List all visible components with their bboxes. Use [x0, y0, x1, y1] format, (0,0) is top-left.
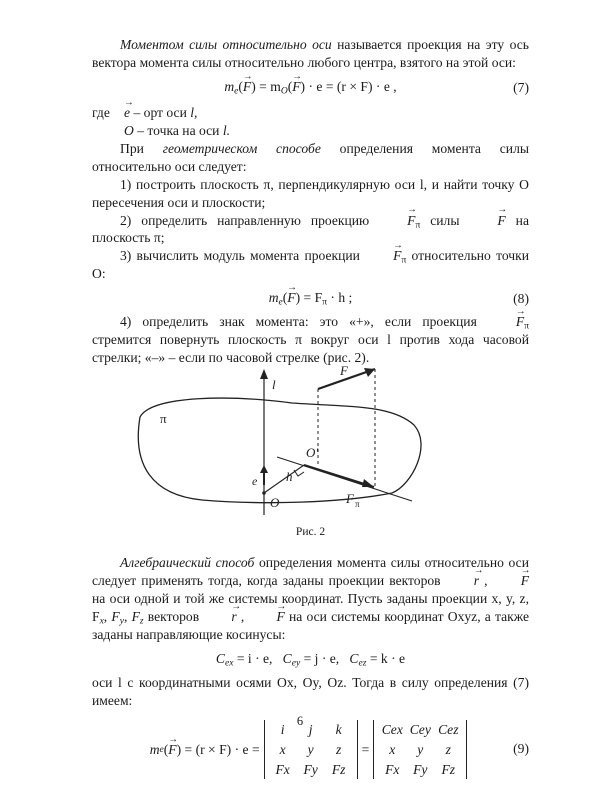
where-block: где → e – орт оси l, O – точка на оси l. [92, 104, 529, 140]
step-1: 1) построить плоскость π, перпендикулярную оси l, и найти точку O пересечения оси и плоскости; [92, 176, 529, 210]
line-through-projection [277, 457, 412, 501]
figure-caption: Рис. 2 [295, 526, 326, 539]
step-4: 4) определить знак момента: это «+», если проекция → $F_\pi$ стремится повернуть плоскость π вокруг оси l против хода часовой стрелки; «–» – если по часовой стрелке (рис. 2). [92, 313, 529, 367]
point-o [262, 491, 266, 495]
h-segment [264, 465, 304, 493]
label-e: e [252, 474, 258, 489]
page-content [92, 36, 529, 786]
equation-8: $m_e(\to F) = F_\pi \cdot h$ ; (8) [92, 283, 529, 313]
paragraph-geometric: При геометрическом способе определения момента силы относительно оси следует: [92, 140, 529, 174]
moment-diagram [92, 363, 529, 515]
label-o: O [270, 495, 280, 511]
plane-pi [138, 398, 421, 503]
label-force: F [340, 363, 348, 379]
label-axis: l [272, 377, 276, 393]
label-projection: F [346, 491, 354, 507]
equation-number-8: (8) [513, 291, 529, 307]
equation-number-9: (9) [513, 740, 529, 756]
definition-text: называется проекция на эту ось вектора момента силы относительно любого центра, взятого на этой оси: [92, 37, 529, 70]
label-plane: π [160, 411, 167, 427]
step-3: 3) вычислить модуль момента проекции → $F_\pi$ относительно точки O: [92, 247, 529, 283]
paragraph-axes: оси l с координатными осями Ox, Oy, Oz. Тогда в силу определения (7) имеем: [92, 674, 529, 708]
equation-9: m e ( → F ) = (r × F) · e = i j k x y z Fx Fy Fz = Cex Cey Cez x y z Fx Fy Fz (9) [92, 714, 529, 786]
label-projection-sub: π [355, 499, 360, 510]
page-number: 6 [296, 714, 304, 728]
paragraph-definition [92, 36, 529, 72]
label-o-prime: O' [306, 445, 319, 461]
direction-cosines: $C_{ex} = i \cdot e$, $C_{ey} = j \cdot e$, $C_{ez} = k \cdot e$ [215, 650, 406, 669]
step-2: 2) определить направленную проекцию → $F_\pi$ силы → F на плоскость π; [92, 212, 529, 248]
paragraph-algebraic: Алгебраический способ определения момента силы относительно оси следует применять тогда, когда заданы проекции векторов → r , → F на оси одной и той же системы координат. Пусть заданы проекции x, y, z, $F_x$, $F_y$, $F_z$ векторов → r , → F на оси системы координат Oxyz, а также заданы направляющие косинусы: [92, 554, 529, 644]
determinant-1: i j k x y z Fx Fy Fz [264, 720, 358, 779]
term-moment-axis: Моментом силы относительно оси [120, 37, 332, 52]
determinant-2: Cex Cey Cez x y z Fx Fy Fz [373, 720, 467, 779]
equation-7: $m_e(\to F) = m_O(\to F) \cdot e = (r \times F) \cdot e$ , (7) [92, 72, 529, 102]
figure-2 [92, 363, 529, 515]
label-h: h [286, 469, 293, 485]
equation-number-7: (7) [513, 79, 529, 95]
